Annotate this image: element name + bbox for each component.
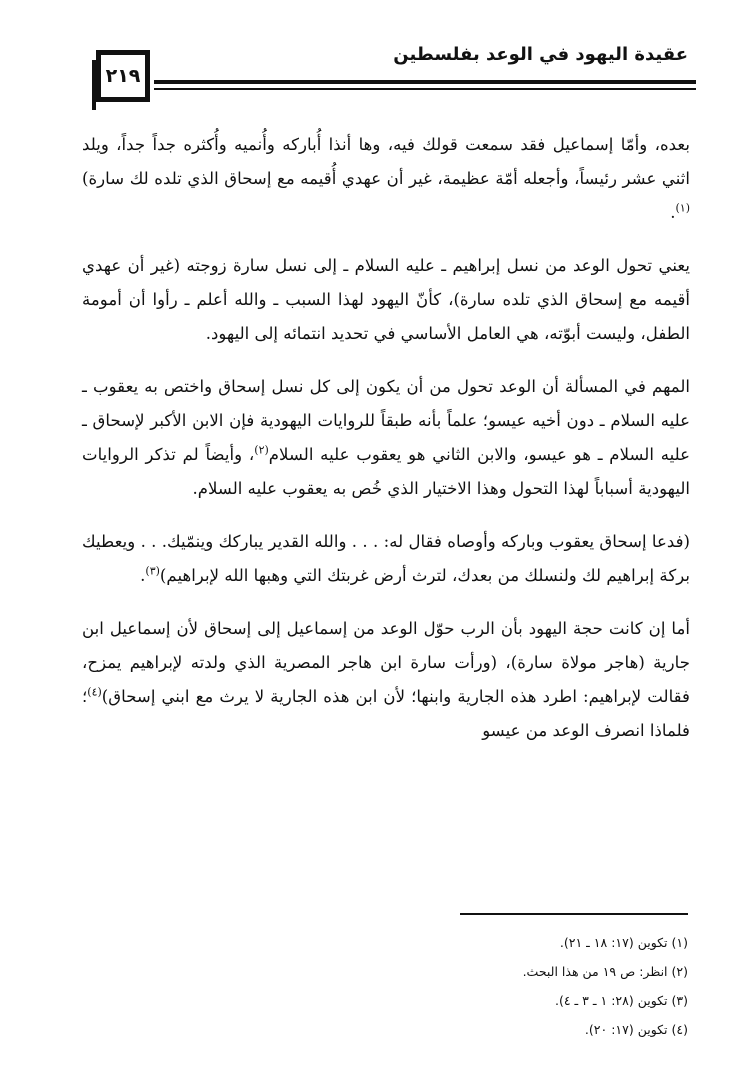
page-number-box (96, 50, 150, 102)
page-number: ٢١٩ (105, 65, 141, 87)
paragraph-tail: . (670, 203, 676, 222)
footnote: (٢) انظر: ص ١٩ من هذا البحث. (522, 964, 688, 979)
header-rule-thin (154, 88, 696, 90)
paragraph (82, 525, 690, 593)
paragraph (82, 128, 690, 230)
paragraph-text: بعده، وأمّا إسماعيل فقد سمعت قولك فيه، وها أنذا أُباركه وأُنميه وأُكثره جداً جداً، ويلد اثني عشر رئيساً، وأجعله أمّة عظيمة، غير أن عهدي أُقيمه مع إسحاق الذي تلده لك سارة) (82, 135, 690, 188)
footnote-ref[interactable]: (٢) (254, 443, 269, 457)
paragraph-tail: . (140, 566, 146, 585)
running-title: عقيدة اليهود في الوعد بفلسطين (393, 44, 688, 65)
footnotes (388, 928, 688, 1044)
paragraph (82, 370, 690, 506)
footnote-ref[interactable]: (٤) (87, 685, 102, 699)
paragraph-tail: ؛ فلماذا انصرف الوعد من عيسو (82, 687, 690, 740)
main-text (82, 128, 690, 767)
paragraph-text: أما إن كانت حجة اليهود بأن الرب حوّل الوعد من إسماعيل إلى إسحاق لأن إسماعيل ابن جارية (هاجر مولاة سارة)، (ورأت سارة ابن هاجر المصرية الذي ولدته لإبراهيم يمزح، فقالت لإبراهيم: اطرد هذه الجارية وابنها؛ لأن ابن هذه الجارية لا يرث مع ابني إسحاق) (82, 619, 690, 706)
paragraph-tail: ، وأيضاً لم تذكر الروايات اليهودية أسباباً لهذا التحول وهذا الاختيار الذي خُص به يعقوب عليه السلام. (82, 445, 690, 498)
running-header (96, 40, 696, 110)
paragraph-text: يعني تحول الوعد من نسل إبراهيم ـ عليه السلام ـ إلى نسل سارة زوجته (غير أن عهدي أقيمه مع إسحاق الذي تلده سارة)، كأنّ اليهود لهذا السبب ـ والله أعلم ـ رأوا أن أمومة الطفل، وليست أبوّته، هي العامل الأساسي في تحديد انتمائه إلى اليهود. (82, 256, 690, 343)
footnote-ref[interactable]: (٣) (145, 564, 160, 578)
header-rule-thick (154, 80, 696, 84)
footnote: (٤) تكوين (١٧: ٢٠). (584, 1022, 688, 1037)
footnote-separator (460, 913, 688, 915)
footnote-ref[interactable]: (١) (675, 201, 690, 215)
paragraph (82, 612, 690, 748)
paragraph-text: المهم في المسألة أن الوعد تحول من أن يكون إلى كل نسل إسحاق واختص به يعقوب ـ عليه السلام ـ دون أخيه عيسو؛ علماً بأنه طبقاً للروايات اليهودية فإن الابن الأكبر لإسحاق ـ عليه السلام ـ هو عيسو، والابن الثاني هو يعقوب عليه السلام (82, 377, 690, 464)
footnote: (٣) تكوين (٢٨: ١ ـ ٣ ـ ٤). (554, 993, 688, 1008)
footnote: (١) تكوين (١٧: ١٨ ـ ٢١). (559, 935, 688, 950)
paragraph (82, 249, 690, 351)
paragraph-text: (فدعا إسحاق يعقوب وباركه وأوصاه فقال له: . . . والله القدير يباركك وينمّيك. . . ويعطيك بركة إبراهيم لك ولنسلك من بعدك، لترث أرض غربتك التي وهبها الله لإبراهيم) (82, 532, 690, 585)
